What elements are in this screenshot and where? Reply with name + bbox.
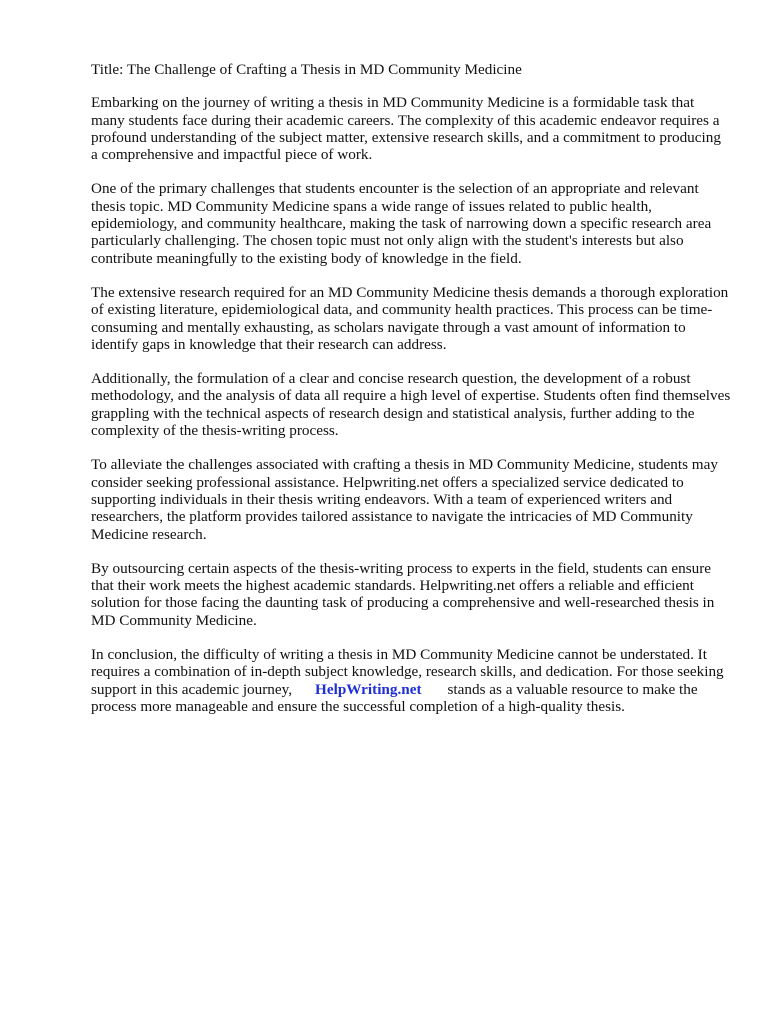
paragraph-conclusion <box>91 646 731 715</box>
helpwriting-link[interactable]: HelpWriting.net <box>315 680 422 698</box>
conclusion-text-after: stands as a valuable resource to make the process more manageable and ensure the successful completion of a high-quality thesis. <box>91 680 698 715</box>
paragraph-methodology: Additionally, the formulation of a clear and concise research question, the development of a robust methodology, and the analysis of data all require a high level of expertise. Students often find themselves grappling with the technical aspects of research design and statistical analysis, further adding to the complexity of the thesis-writing process. <box>91 370 731 440</box>
paragraph-topic-selection: One of the primary challenges that students encounter is the selection of an appropriate and relevant thesis topic. MD Community Medicine spans a wide range of issues related to public health, epidemiology, and community healthcare, making the task of narrowing down a specific research area particularly challenging. The chosen topic must not only align with the student's interests but also contribute meaningfully to the existing body of knowledge in the field. <box>91 180 712 267</box>
paragraph-outsourcing: By outsourcing certain aspects of the thesis-writing process to experts in the field, students can ensure that their work meets the highest academic standards. Helpwriting.net offers a reliable and efficient solution for those facing the daunting task of producing a comprehensive and well-researched thesis in MD Community Medicine. <box>91 559 715 629</box>
conclusion-text-before: In conclusion, the difficulty of writing a thesis in MD Community Medicine cannot be understated. It requires a combination of in-depth subject knowledge, research skills, and dedication. For those seeking support in this academic journey, <box>91 646 724 698</box>
paragraph-intro: Embarking on the journey of writing a thesis in MD Community Medicine is a formidable task that many students face during their academic careers. The complexity of this academic endeavor requires a profound understanding of the subject matter, extensive research skills, and a commitment to producing a comprehensive and impactful piece of work. <box>91 94 721 164</box>
paragraph-assistance: To alleviate the challenges associated with crafting a thesis in MD Community Medicine, students may consider seeking professional assistance. Helpwriting.net offers a specialized service dedicated to supporting individuals in their thesis writing endeavors. With a team of experienced writers and researchers, the platform provides tailored assistance to navigate the intricacies of MD Community Medicine research. <box>91 456 718 543</box>
paragraph-research: The extensive research required for an MD Community Medicine thesis demands a thorough exploration of existing literature, epidemiological data, and community health practices. This process can be time-consuming and mentally exhausting, as scholars navigate through a vast amount of information to identify gaps in knowledge that their research can address. <box>91 283 729 353</box>
document-page <box>91 61 731 732</box>
document-title: Title: The Challenge of Crafting a Thesis in MD Community Medicine <box>91 61 522 78</box>
